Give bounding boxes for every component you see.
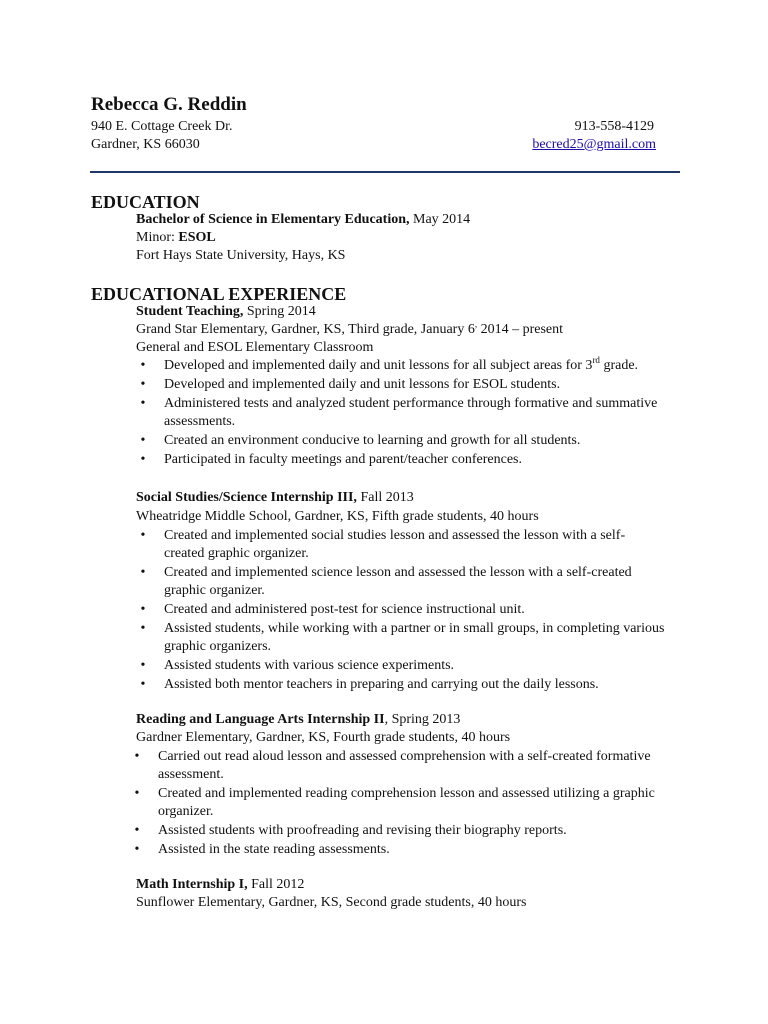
bullet-icon: • xyxy=(140,677,146,692)
bullet-icon: • xyxy=(134,786,140,801)
student-teaching-title: Student Teaching, xyxy=(136,304,244,319)
bullet-icon: • xyxy=(134,823,140,838)
placement-text: Grand Star Elementary, Gardner, KS, Third grade, January 6 xyxy=(136,322,475,337)
experience-heading: EDUCATIONAL EXPERIENCE xyxy=(91,284,347,304)
internship-1-placement: Sunflower Elementary, Gardner, KS, Second grade students, 40 hours xyxy=(136,895,527,910)
minor-value: ESOL xyxy=(178,230,216,245)
internship-1-term: Fall 2012 xyxy=(247,877,305,892)
degree-name: Bachelor of Science in Elementary Education, xyxy=(136,212,410,227)
bullet-text: Created an environment conducive to learning and growth for all students. xyxy=(164,433,581,448)
list-item xyxy=(137,395,687,431)
internship-3-title: Social Studies/Science Internship III, xyxy=(136,490,357,505)
bullet-text: Assisted in the state reading assessments. xyxy=(158,842,390,857)
bullet-text: Assisted both mentor teachers in preparing and carrying out the daily lessons. xyxy=(164,677,599,692)
bullet-icon: • xyxy=(140,433,146,448)
list-item xyxy=(137,564,665,600)
placement-text-end: 2014 – present xyxy=(477,322,564,337)
list-item xyxy=(131,822,661,840)
bullet-icon: • xyxy=(140,452,146,467)
bullet-text: Developed and implemented daily and unit lessons for ESOL students. xyxy=(164,377,561,392)
bullet-text: Created and implemented reading comprehension lesson and assessed utilizing a graphic organizer. xyxy=(158,786,655,819)
list-item xyxy=(137,657,665,675)
list-item xyxy=(131,748,661,784)
internship-3-bullets xyxy=(137,527,665,695)
internship-1-title-line xyxy=(136,876,304,894)
student-teaching-term: Spring 2014 xyxy=(243,304,316,319)
bullet-text: Created and administered post-test for science instructional unit. xyxy=(164,602,525,617)
ordinal-superscript: rd xyxy=(592,355,600,365)
bullet-text: Assisted students, while working with a partner or in small groups, in completing various graphic organizers. xyxy=(164,621,665,654)
internship-2-placement: Gardner Elementary, Gardner, KS, Fourth grade students, 40 hours xyxy=(136,730,511,745)
student-teaching-placement xyxy=(136,321,563,339)
internship-3-title-line xyxy=(136,489,414,507)
bullet-icon: • xyxy=(140,621,146,636)
bullet-icon: • xyxy=(134,749,140,764)
internship-2-title: Reading and Language Arts Internship II xyxy=(136,712,385,727)
bullet-icon: • xyxy=(140,658,146,673)
placement-superscript: , xyxy=(474,319,478,329)
list-item xyxy=(137,620,665,656)
student-teaching-title-line xyxy=(136,303,316,321)
internship-2-title-line xyxy=(136,711,460,729)
bullet-icon: • xyxy=(134,842,140,857)
applicant-name: Rebecca G. Reddin xyxy=(91,94,247,115)
bullet-icon: • xyxy=(140,602,146,617)
list-item xyxy=(137,451,687,469)
address-line-1: 940 E. Cottage Creek Dr. xyxy=(91,119,233,134)
bullet-text: Assisted students with various science experiments. xyxy=(164,658,455,673)
list-item xyxy=(137,527,665,563)
internship-1-title: Math Internship I, xyxy=(136,877,248,892)
address-line-2: Gardner, KS 66030 xyxy=(91,137,200,152)
internship-3-term: Fall 2013 xyxy=(356,490,414,505)
bullet-icon: • xyxy=(140,528,146,543)
list-item xyxy=(137,676,665,694)
student-teaching-classroom: General and ESOL Elementary Classroom xyxy=(136,340,374,355)
list-item xyxy=(137,376,687,394)
bullet-text: Carried out read aloud lesson and assessed comprehension with a self-created formative assessment. xyxy=(158,749,651,782)
bullet-text: Developed and implemented daily and unit lessons for all subject areas for 3 xyxy=(164,358,593,373)
list-item xyxy=(131,785,661,821)
bullet-text: Participated in faculty meetings and parent/teacher conferences. xyxy=(164,452,522,467)
bullet-text: Administered tests and analyzed student performance through formative and summative assessments. xyxy=(164,396,658,429)
minor-line xyxy=(136,229,216,247)
email-link[interactable]: becred25@gmail.com xyxy=(532,137,656,152)
bullet-text: Created and implemented social studies lesson and assessed the lesson with a self-created graphic organizer. xyxy=(164,528,626,561)
student-teaching-bullets xyxy=(137,357,687,470)
bullet-icon: • xyxy=(140,565,146,580)
internship-2-term: , Spring 2013 xyxy=(384,712,461,727)
list-item xyxy=(137,357,687,375)
phone-number: 913-558-4129 xyxy=(574,119,654,134)
list-item xyxy=(131,841,661,859)
bullet-icon: • xyxy=(140,358,146,373)
school-line: Fort Hays State University, Hays, KS xyxy=(136,248,346,263)
bullet-icon: • xyxy=(140,377,146,392)
bullet-text: Created and implemented science lesson and assessed the lesson with a self-created graphic organizer. xyxy=(164,565,632,598)
minor-label: Minor: xyxy=(136,230,179,245)
list-item xyxy=(137,432,687,450)
list-item xyxy=(137,601,665,619)
degree-date: May 2014 xyxy=(409,212,471,227)
bullet-text: Assisted students with proofreading and revising their biography reports. xyxy=(158,823,567,838)
internship-2-bullets xyxy=(131,748,661,860)
bullet-text-end: grade. xyxy=(599,358,639,373)
internship-3-placement: Wheatridge Middle School, Gardner, KS, Fifth grade students, 40 hours xyxy=(136,509,539,524)
education-heading: EDUCATION xyxy=(91,192,200,212)
bullet-icon: • xyxy=(140,396,146,411)
degree-line xyxy=(136,211,470,229)
header-divider xyxy=(90,171,680,173)
